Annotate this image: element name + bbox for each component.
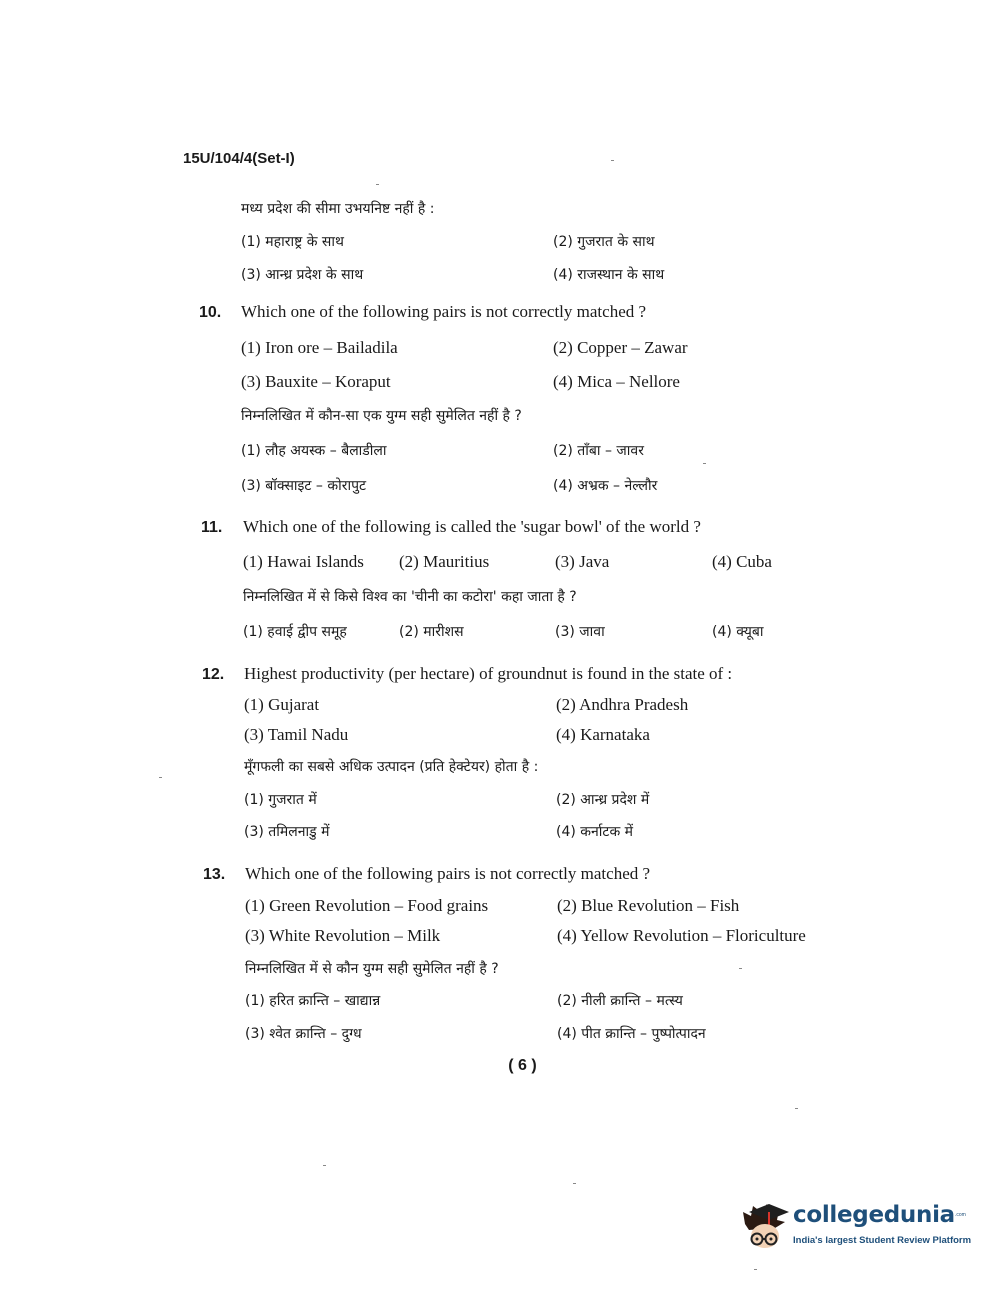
q10-number: 10. [199,304,222,321]
q10-stem-hi: निम्नलिखित में कौन-सा एक युग्म सही सुमेलित नहीं है ? [241,408,522,424]
page-number: ( 6 ) [508,1057,537,1074]
q13-option-3-en: (3) White Revolution – Milk [245,926,441,945]
q11-option-3-hi: (3) जावा [555,624,605,640]
q10-option-2-hi: (2) ताँबा – जावर [553,443,644,459]
q12-option-2-en: (2) Andhra Pradesh [556,695,689,714]
paper-code: 15U/104/4(Set-I) [183,150,295,167]
q13-number: 13. [203,866,226,883]
q12-stem-en: Highest productivity (per hectare) of groundnut is found in the state of : [244,664,733,683]
mascot-icon [735,1198,793,1258]
q12-option-1-hi: (1) गुजरात में [244,792,317,808]
logo-brand-text: collegedunia [793,1202,955,1228]
logo-tagline: India's largest Student Review Platform [793,1235,972,1246]
q13-option-4-hi: (4) पीत क्रान्ति – पुष्पोत्पादन [557,1026,706,1042]
q12-option-1-en: (1) Gujarat [244,695,320,714]
q11-option-2-hi: (2) मारीशस [399,624,464,640]
q10-option-4-hi: (4) अभ्रक – नेल्लौर [553,478,658,494]
q13-option-4-en: (4) Yellow Revolution – Floriculture [557,926,806,945]
q9-option-3-hi: (3) आन्ध्र प्रदेश के साथ [241,267,364,283]
q11-stem-hi: निम्नलिखित में से किसे विश्व का 'चीनी का कटोरा' कहा जाता है ? [243,589,577,605]
q10-option-1-en: (1) Iron ore – Bailadila [241,338,398,357]
q11-option-1-hi: (1) हवाई द्वीप समूह [243,624,347,640]
q10-option-3-hi: (3) बॉक्साइट – कोरापुट [241,478,367,494]
q12-option-3-hi: (3) तमिलनाडु में [244,824,330,840]
q12-option-4-hi: (4) कर्नाटक में [556,824,634,840]
q11-option-3-en: (3) Java [555,552,610,571]
q9-option-1-hi: (1) महाराष्ट्र के साथ [241,234,344,250]
q10-stem-en: Which one of the following pairs is not correctly matched ? [241,302,647,321]
q13-stem-hi: निम्नलिखित में से कौन युग्म सही सुमेलित नहीं है ? [245,961,499,977]
q9-option-2-hi: (2) गुजरात के साथ [553,234,655,250]
logo-com-text: .com [955,1212,966,1218]
q13-option-1-hi: (1) हरित क्रान्ति – खाद्यान्न [245,993,381,1009]
q10-option-2-en: (2) Copper – Zawar [553,338,688,357]
q12-option-2-hi: (2) आन्ध्र प्रदेश में [556,792,650,808]
q9-option-4-hi: (4) राजस्थान के साथ [553,267,665,283]
q11-option-1-en: (1) Hawai Islands [243,552,364,571]
q10-option-4-en: (4) Mica – Nellore [553,372,680,391]
q13-stem-en: Which one of the following pairs is not correctly matched ? [245,864,651,883]
q11-option-4-hi: (4) क्यूबा [712,624,764,640]
q10-option-1-hi: (1) लौह अयस्क – बैलाडीला [241,443,387,459]
q12-option-3-en: (3) Tamil Nadu [244,725,349,744]
q13-option-3-hi: (3) श्वेत क्रान्ति – दुग्ध [245,1026,362,1042]
q12-option-4-en: (4) Karnataka [556,725,650,744]
q11-option-2-en: (2) Mauritius [399,552,490,571]
q11-option-4-en: (4) Cuba [712,552,772,571]
q12-stem-hi: मूँगफली का सबसे अधिक उत्पादन (प्रति हेक्टेयर) होता है : [244,759,539,775]
collegedunia-logo [735,1198,972,1258]
q13-option-1-en: (1) Green Revolution – Food grains [245,896,489,915]
q11-stem-en: Which one of the following is called the 'sugar bowl' of the world ? [243,517,701,536]
q9-stem-hi: मध्य प्रदेश की सीमा उभयनिष्ट नहीं है : [241,201,435,217]
q12-number: 12. [202,666,225,683]
q10-option-3-en: (3) Bauxite – Koraput [241,372,391,391]
q13-option-2-en: (2) Blue Revolution – Fish [557,896,740,915]
q11-number: 11. [201,519,223,536]
q13-option-2-hi: (2) नीली क्रान्ति – मत्स्य [557,993,683,1009]
